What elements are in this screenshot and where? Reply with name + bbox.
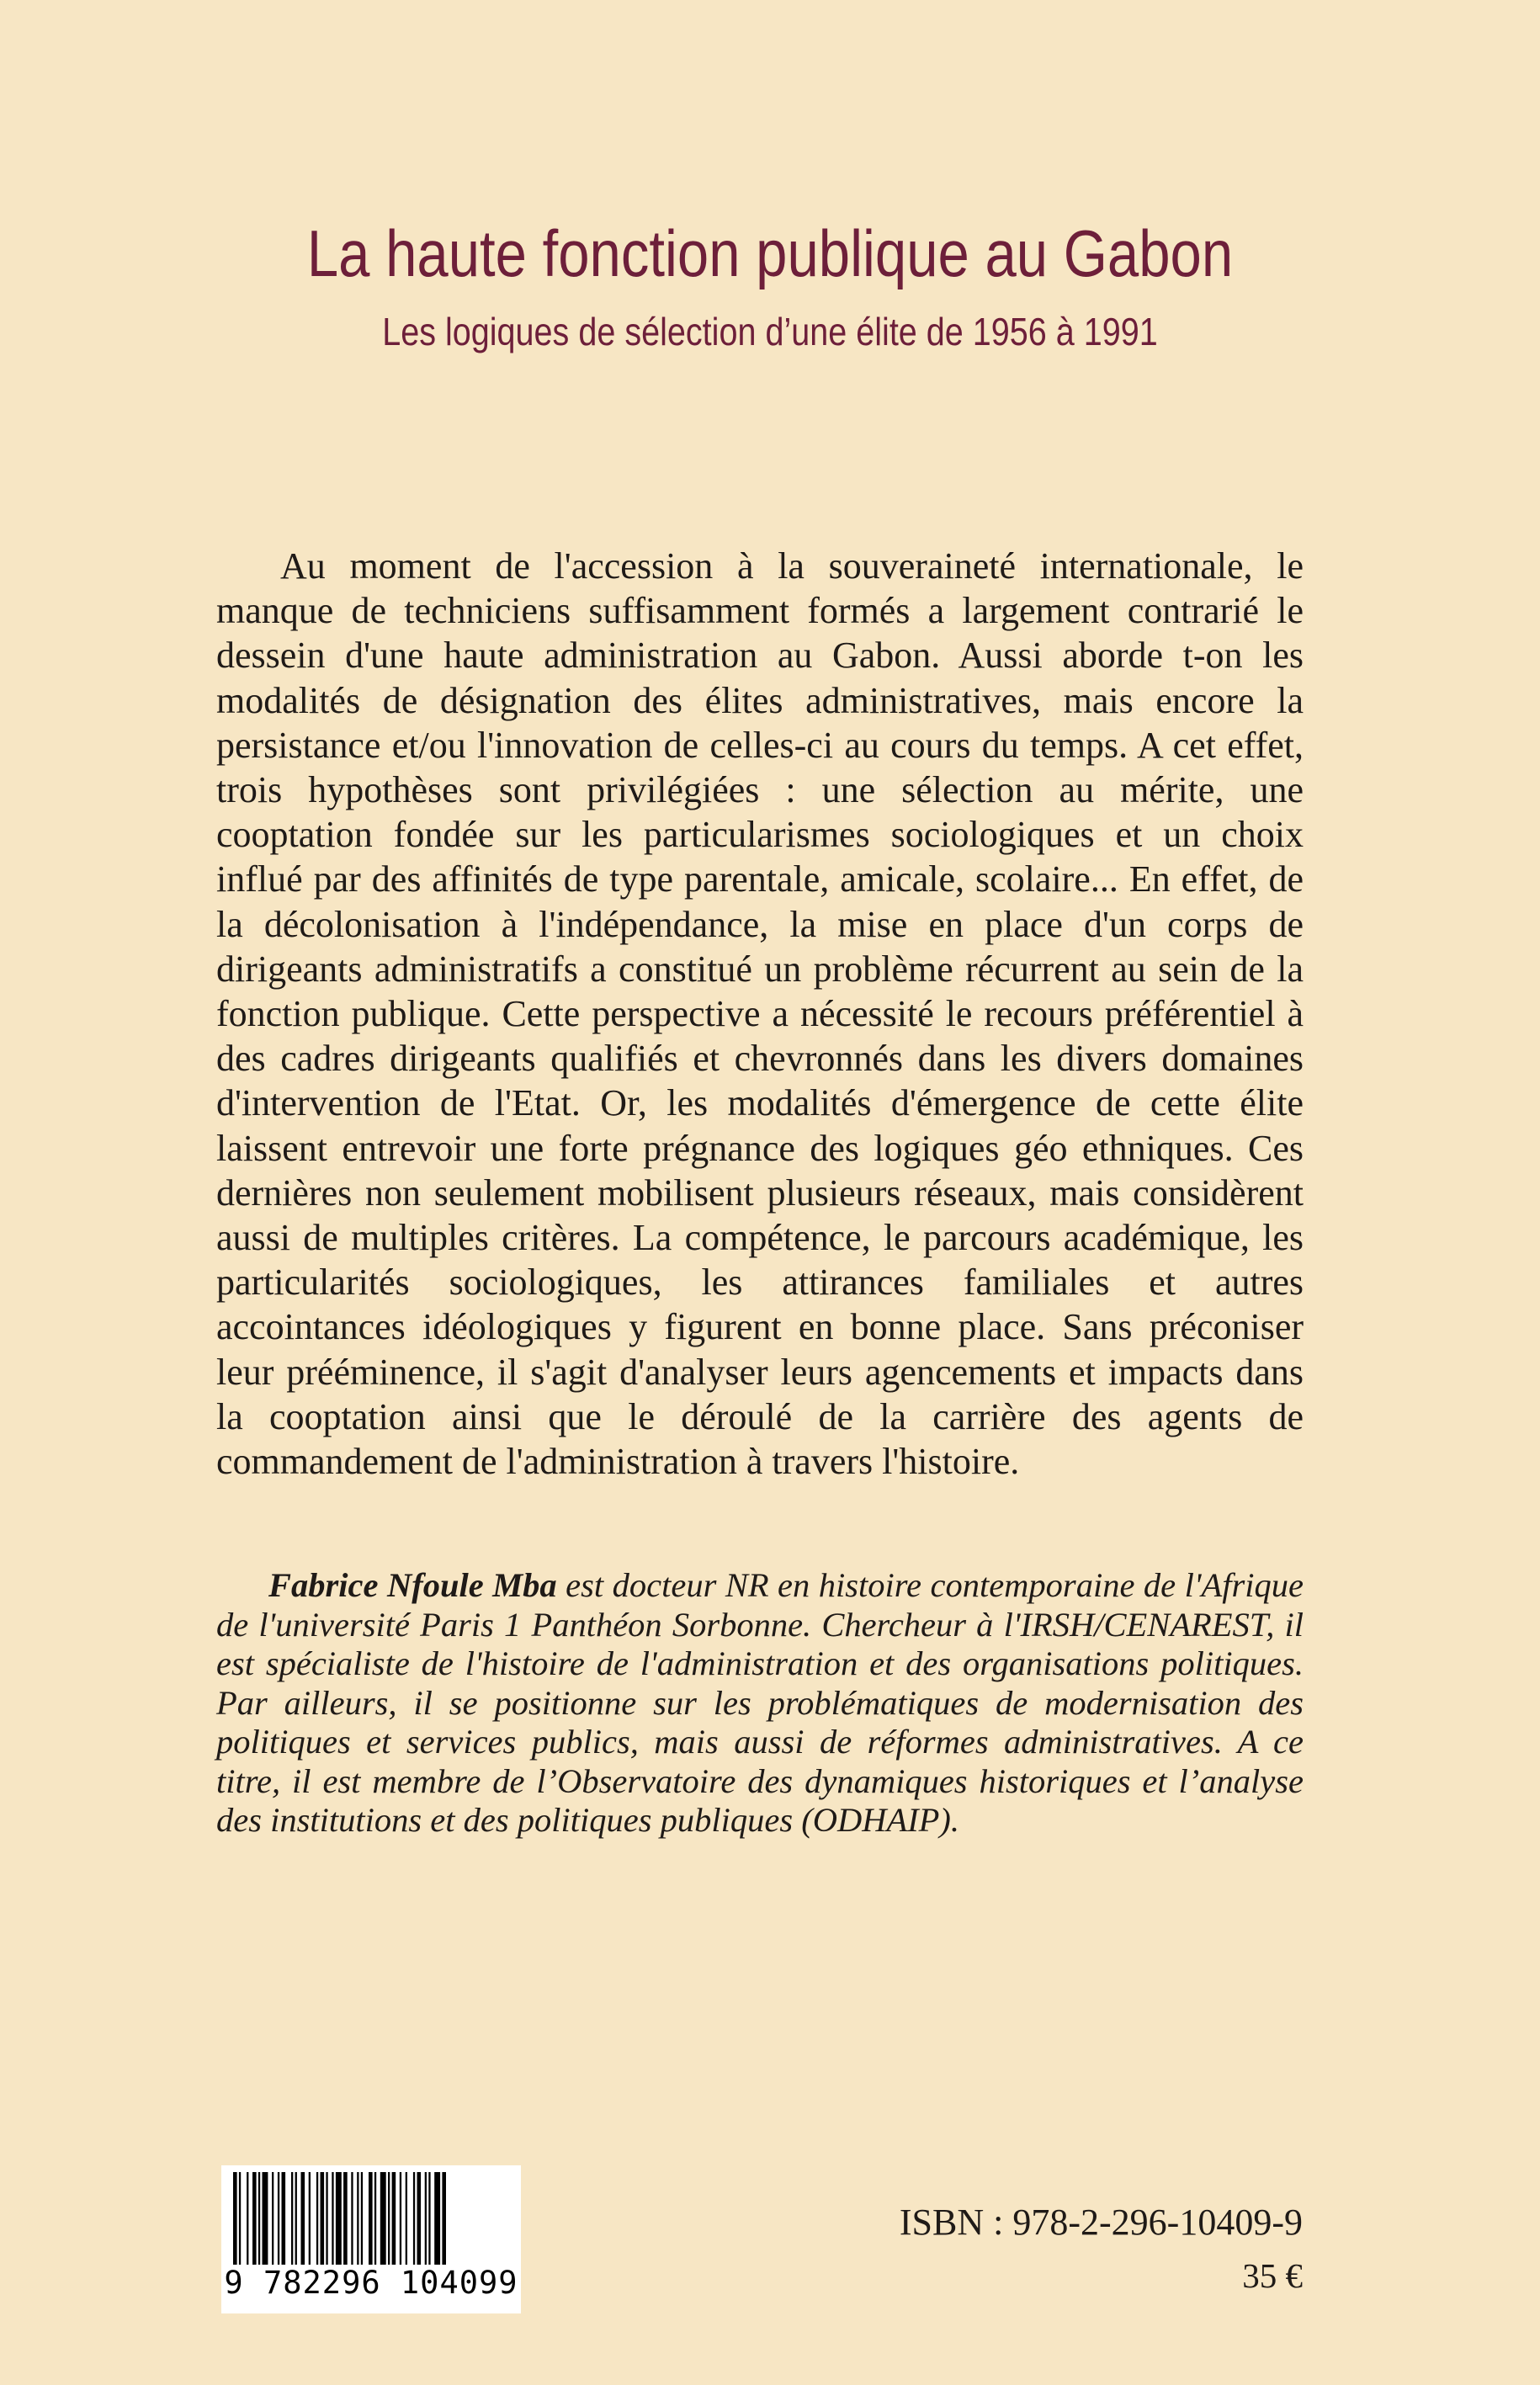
barcode-bar-4 [247,2172,248,2265]
barcode-bar-40 [357,2172,358,2265]
barcode-bar-66 [434,2172,440,2265]
author-bio [216,1566,1304,1841]
barcode-bar-28 [321,2172,325,2265]
barcode-bar-42 [361,2172,363,2265]
barcode-bar-12 [272,2172,273,2265]
barcode-bar-26 [316,2172,318,2265]
barcode-bar-60 [417,2172,422,2265]
barcode-bar-18 [291,2172,293,2265]
barcode-bar-16 [282,2172,286,2265]
price: 35 € [1242,2256,1303,2295]
barcode-bar-22 [301,2172,305,2265]
barcode-bar-30 [326,2172,327,2265]
book-summary: Au moment de l'accession à la souveraineté internationale, le manque de techniciens suffisamment formés a largement contrarié le dessein d'une haute administration au Gabon. Aussi aborde t-on les modalités de désignation des élites administratives, mais encore la persistance et/ou l'innovation de celles-ci au cours du temps. A cet effet, trois hypothèses sont privilégiées : une sélection au mérite, une cooptation fondée sur les particularismes sociologiques et un choix influé par des affinités de type parentale, amicale, scolaire... En effet, de la décolonisation à l'indépendance, la mise en place d'un corps de dirigeants administratifs a constitué un problème récurrent au sein de la fonction publique. Cette perspective a nécessité le recours préférentiel à des cadres dirigeants qualifiés et chevronnés dans les divers domaines d'intervention de l'Etat. Or, les modalités d'émergence de cette élite laissent entrevoir une forte prégnance des logiques géo ethniques. Ces dernières non seulement mobilisent plusieurs réseaux, mais considèrent aussi de multiples critères. La compétence, le parcours académique, les particularités sociologiques, les attirances familiales et autres accointances idéologiques y figurent en bonne place. Sans préconiser leur prééminence, il s'agit d'analyser leurs agencements et impacts dans la cooptation ainsi que le déroulé de la carrière des agents de commandement de l'administration à travers l'histoire. [216,545,1304,1483]
barcode-bars [221,2165,521,2268]
book-subtitle: Les logiques de sélection d’une élite de 1956 à 1991 [382,310,1158,353]
barcode-bar-6 [252,2172,257,2265]
barcode-bar-64 [428,2172,430,2265]
author-bio-text: est docteur NR en histoire contemporaine de l'Afrique de l'université Paris 1 Panthéon Sorbonne. Chercheur à l'IRSH/CENAREST, il est spécialiste de l'histoire de l'administration et des organisations politiques. Par ailleurs, il se positionne sur les problématiques de modernisation des politiques et services publics, mais aussi de réformes administratives. A ce titre, il est membre de l’Observatoire des dynamiques historiques et l’analyse des institutions et des politiques publiques (ODHAIP). [216,1566,1304,1839]
barcode-bar-68 [442,2172,446,2265]
barcode-bar-20 [295,2172,297,2265]
barcode-bar-14 [278,2172,279,2265]
barcode-bar-36 [343,2172,348,2265]
barcode-bar-0 [233,2172,237,2265]
barcode-bar-32 [332,2172,333,2265]
barcode-bar-52 [392,2172,396,2265]
barcode-bar-10 [263,2172,268,2265]
book-title: La haute fonction publique au Gabon [306,216,1234,290]
barcode-bar-46 [374,2172,376,2265]
barcode-bar-38 [351,2172,353,2265]
barcode-bar-62 [425,2172,427,2265]
barcode-bar-8 [258,2172,260,2265]
barcode-bar-50 [388,2172,390,2265]
barcode-bar-2 [239,2172,241,2265]
barcode [221,2165,521,2313]
isbn: ISBN : 978-2-296-10409-9 [899,2202,1303,2243]
barcode-bar-48 [380,2172,386,2265]
barcode-digits: 9 782296 104099 [224,2265,518,2301]
barcode-bar-24 [309,2172,311,2265]
barcode-bar-56 [406,2172,407,2265]
barcode-bar-54 [400,2172,401,2265]
barcode-bar-34 [336,2172,342,2265]
author-name: Fabrice Nfoule Mba [268,1566,557,1604]
barcode-bar-58 [413,2172,415,2265]
barcode-bar-44 [369,2172,373,2265]
